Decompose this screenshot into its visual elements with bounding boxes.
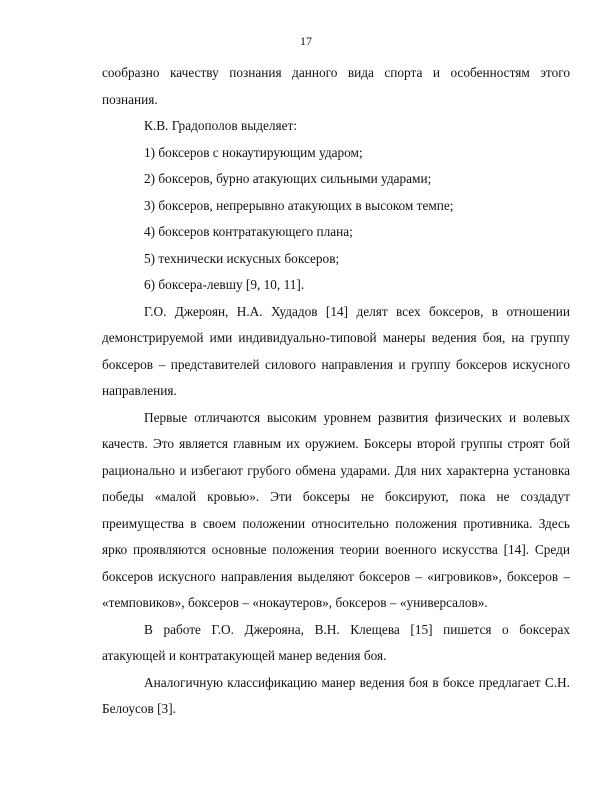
page-number: 17 — [300, 34, 312, 48]
paragraph: Первые отличаются высоким уровнем развития физических и волевых качеств. Это является главным их оружием. Боксеры второй группы строят бой рационально и избегают грубого обмена ударами. Для них характерна установка победы «малой кровью». Эти боксеры не боксируют, пока не создадут преимущества в своем положении относительно положения противника. Здесь ярко проявляются основные положения теории военного искусства [14]. Среди боксеров искусного направления выделяют боксеров – «игровиков», боксеров – «темповиков», боксеров – «нокаутеров», боксеров – «универсалов». — [102, 409, 570, 610]
paragraph-continuation: сообразно качеству познания данного вида спорта и особенностям этого познания. — [102, 65, 570, 107]
paragraph: Аналогичную классификацию манер ведения боя в боксе предлагает С.Н. Белоусов [3]. — [102, 674, 570, 716]
document-body — [102, 60, 570, 723]
list-item: 2) боксеров, бурно атакующих сильными ударами; — [144, 171, 432, 186]
list-item: 1) боксеров с нокаутирующим ударом; — [144, 144, 363, 160]
list-item: 6) боксера-левшу [9, 10, 11]. — [144, 277, 305, 292]
list-item: 4) боксеров контратакующего плана; — [144, 224, 353, 239]
list-item: 3) боксеров, непрерывно атакующих в высоком темпе; — [144, 197, 454, 213]
paragraph-intro: К.В. Градополов выделяет: — [144, 118, 298, 133]
paragraph: Г.О. Джероян, Н.А. Худадов [14] делят всех боксеров, в отношении демонстрируемой ими индивидуально-типовой манеры ведения боя, на группу боксеров – представителей силового направления и группу боксеров искусного направления. — [102, 303, 570, 398]
paragraph: В работе Г.О. Джерояна, В.Н. Клещева [15] пишется о боксерах атакующей и контратакующей манер ведения боя. — [102, 621, 570, 663]
list-item: 5) технически искусных боксеров; — [144, 250, 340, 266]
